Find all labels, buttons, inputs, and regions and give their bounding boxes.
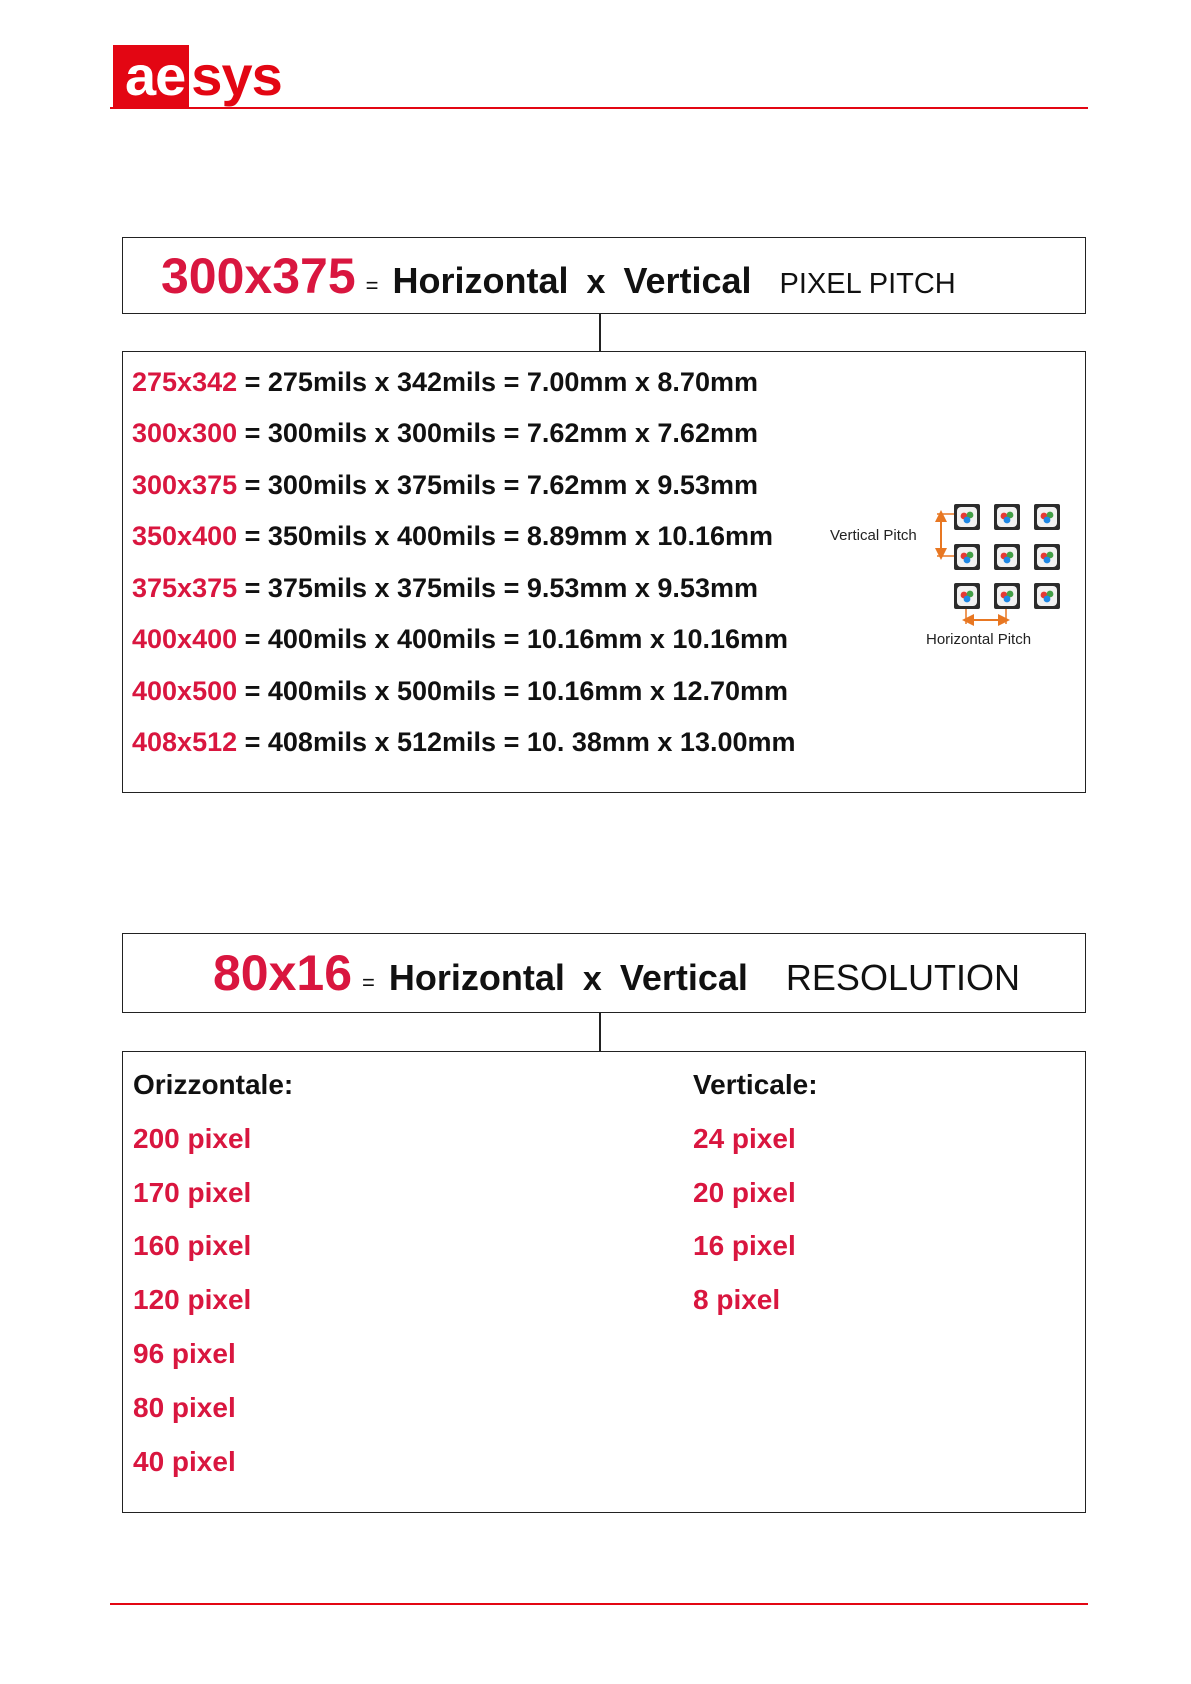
logo-box-text: ae [113, 45, 189, 107]
pitch-row [132, 676, 788, 707]
pitch-row-code: 300x300 [132, 418, 238, 448]
pitch-row [132, 573, 758, 604]
pitch-header-code: 300x375 [161, 248, 356, 304]
horizontal-pitch-label: Horizontal Pitch [926, 631, 1032, 648]
pitch-row-code: 400x400 [132, 624, 238, 654]
pitch-row-value: = 400mils x 400mils = 10.16mm x 10.16mm [237, 624, 789, 654]
pitch-row-code: 350x400 [132, 521, 238, 551]
resolution-list-box [122, 1051, 1086, 1513]
vertical-title: Verticale: [693, 1069, 818, 1100]
resolution-header-box [122, 933, 1086, 1013]
pitch-row [132, 624, 788, 655]
resolution-header-vertical: Vertical [619, 957, 748, 998]
resolution-header-tag: RESOLUTION [785, 957, 1020, 998]
pitch-row-code: 400x500 [132, 676, 238, 706]
pitch-header-line [161, 248, 956, 304]
pitch-row-code: 275x342 [132, 367, 238, 397]
pitch-connector [599, 314, 601, 351]
pitch-row-value: = 300mils x 375mils = 7.62mm x 9.53mm [237, 470, 758, 500]
horizontal-item: 120 pixel [133, 1284, 252, 1315]
vertical-item: 20 pixel [693, 1177, 796, 1208]
horizontal-item: 200 pixel [133, 1123, 252, 1154]
pitch-row [132, 418, 758, 449]
vertical-item: 24 pixel [693, 1123, 796, 1154]
header-divider [110, 107, 1088, 109]
pitch-header-eq: = [365, 273, 379, 298]
vertical-item: 16 pixel [693, 1230, 796, 1261]
footer-divider [110, 1603, 1088, 1605]
horizontal-item: 170 pixel [133, 1177, 252, 1208]
horizontal-item: 96 pixel [133, 1338, 236, 1369]
pitch-row-value: = 350mils x 400mils = 8.89mm x 10.16mm [237, 521, 773, 551]
logo-tail-text: sys [191, 44, 282, 107]
horizontal-title: Orizzontale: [133, 1069, 294, 1100]
resolution-header-line [213, 945, 1020, 1001]
pitch-row [132, 367, 758, 398]
pitch-row-code: 375x375 [132, 573, 238, 603]
pitch-row-code: 408x512 [132, 727, 238, 757]
horizontal-item: 160 pixel [133, 1230, 252, 1261]
pitch-row-value: = 400mils x 500mils = 10.16mm x 12.70mm [237, 676, 789, 706]
pitch-row-value: = 300mils x 300mils = 7.62mm x 7.62mm [237, 418, 758, 448]
pitch-row-code: 300x375 [132, 470, 238, 500]
pitch-row [132, 521, 773, 552]
pitch-row [132, 727, 796, 758]
resolution-connector [599, 1013, 601, 1051]
pitch-header-horizontal: Horizontal [392, 260, 569, 301]
vertical-item: 8 pixel [693, 1284, 781, 1315]
pitch-row-value: = 375mils x 375mils = 9.53mm x 9.53mm [237, 573, 758, 603]
vertical-pitch-label: Vertical Pitch [830, 527, 917, 544]
pitch-header-x: x [586, 263, 606, 301]
pitch-header-tag: PIXEL PITCH [779, 268, 956, 300]
pitch-diagram [830, 498, 1080, 663]
pitch-header-box [122, 237, 1086, 314]
pitch-header-vertical: Vertical [623, 260, 752, 301]
resolution-header-horizontal: Horizontal [388, 957, 565, 998]
aesys-logo [113, 45, 282, 107]
resolution-header-eq: = [362, 970, 375, 995]
resolution-header-x: x [582, 960, 602, 998]
pitch-row-value: = 275mils x 342mils = 7.00mm x 8.70mm [237, 367, 758, 397]
pitch-row-value: = 408mils x 512mils = 10. 38mm x 13.00mm [237, 727, 796, 757]
horizontal-item: 80 pixel [133, 1392, 236, 1423]
pitch-row [132, 470, 758, 501]
horizontal-item: 40 pixel [133, 1446, 236, 1477]
resolution-header-code: 80x16 [213, 945, 353, 1001]
